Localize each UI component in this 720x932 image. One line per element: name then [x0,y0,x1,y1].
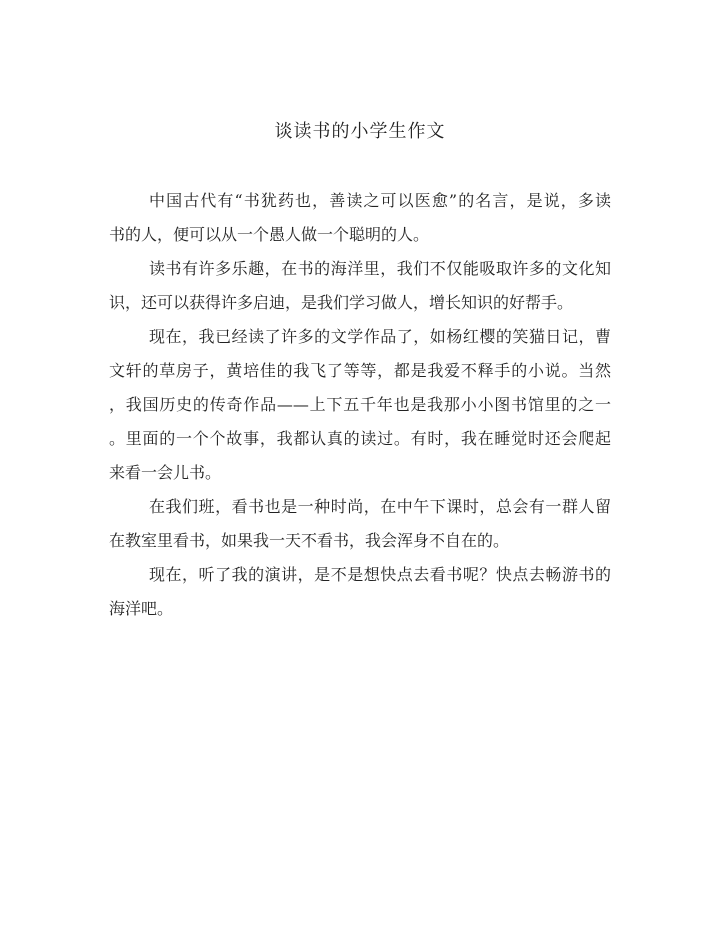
paragraph-line: 。里面的一个个故事，我都认真的读过。有时，我在睡觉时还会爬起 [109,429,611,448]
paragraph-line: 文轩的草房子，黄培佳的我飞了等等，都是我爱不释手的小说。当然 [109,361,611,380]
document-body [109,184,611,626]
paragraph-line: 在我们班，看书也是一种时尚，在中午下课时，总会有一群人留 [149,497,611,516]
paragraph-4 [109,490,611,558]
paragraph-line: 现在，听了我的演讲，是不是想快点去看书呢？快点去畅游书的 [149,565,611,584]
paragraph-2 [109,252,611,320]
paragraph-3 [109,320,611,490]
paragraph-line: 中国古代有“书犹药也，善读之可以医愈”的名言，是说，多读 [149,191,611,210]
paragraph-line: 识，还可以获得许多启迪，是我们学习做人，增长知识的好帮手。 [109,293,574,312]
paragraph-5 [109,558,611,626]
paragraph-line: 现在，我已经读了许多的文学作品了，如杨红樱的笑猫日记，曹 [149,327,611,346]
document-title: 谈读书的小学生作文 [274,121,446,142]
paragraph-line: 海洋吧。 [109,599,174,618]
paragraph-line: 来看一会儿书。 [109,463,222,482]
paragraph-1 [109,184,611,252]
paragraph-line: ，我国历史的传奇作品——上下五千年也是我那小小图书馆里的之一 [109,395,611,414]
paragraph-line: 书的人，便可以从一个愚人做一个聪明的人。 [109,225,430,244]
paragraph-line: 读书有许多乐趣，在书的海洋里，我们不仅能吸取许多的文化知 [149,259,611,278]
paragraph-line: 在教室里看书，如果我一天不看书，我会浑身不自在的。 [109,531,510,550]
